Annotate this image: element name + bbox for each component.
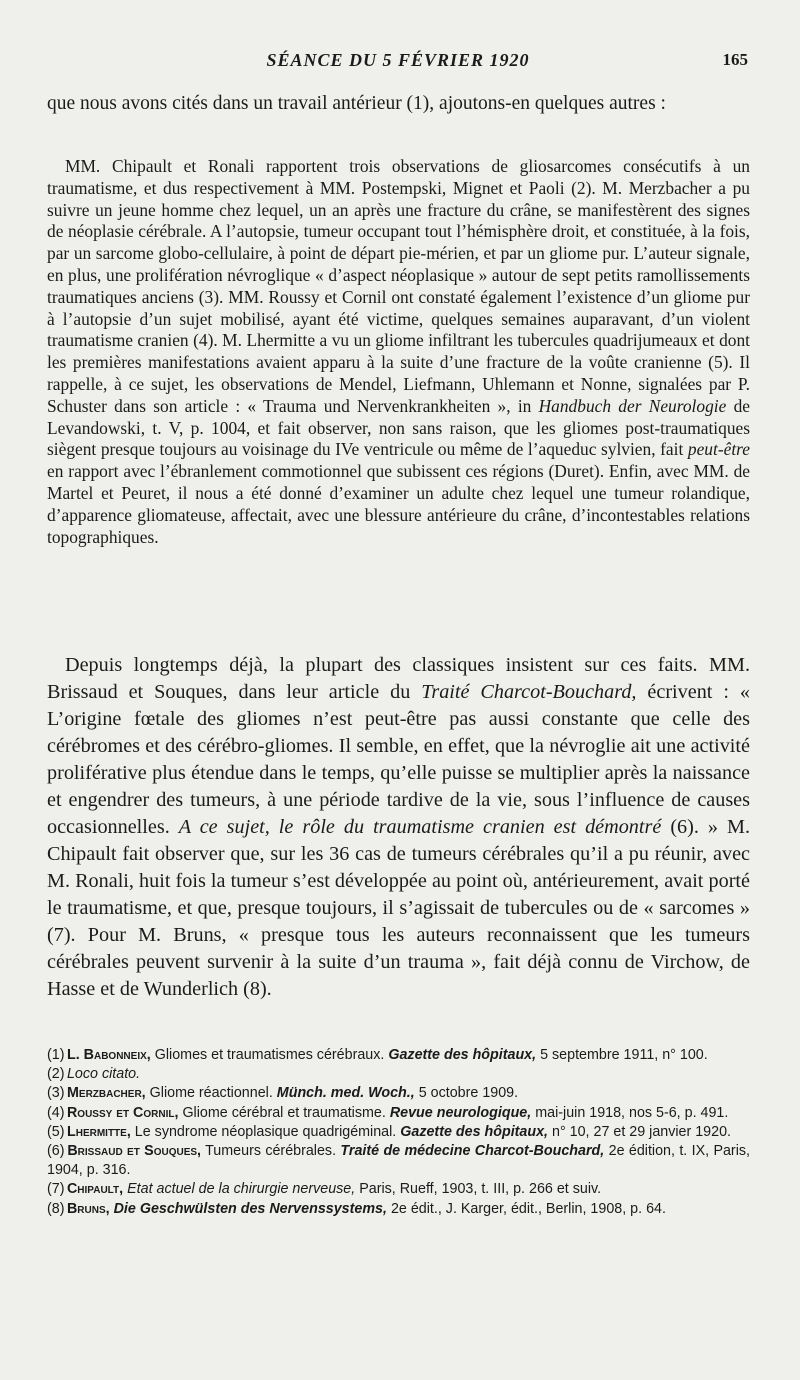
footnote-author: Lhermitte, [66, 1123, 131, 1140]
footnote-number: (8) [47, 1200, 65, 1217]
footnote [47, 1142, 750, 1180]
footnote-rest: 5 septembre 1911, n° 100. [540, 1047, 708, 1063]
footnote [47, 1123, 750, 1142]
footnote-rest: 2e édition, t. IX, Paris, 1904, p. 316. [47, 1143, 750, 1179]
footnote-source: Revue neurologique, [389, 1104, 532, 1121]
footnote-source: Traité de médecine Charcot-Bouchard, [340, 1143, 605, 1160]
footnote-rest: 2e édit., J. Karger, édit., Berlin, 1908, p. 64. [390, 1200, 666, 1217]
case-paragraph [47, 156, 750, 548]
footnote-rest: 5 octobre 1909. [418, 1085, 519, 1102]
footnote-source: Etat actuel de la chirurgie nerveuse, [127, 1181, 356, 1198]
footnote-rest: Paris, Rueff, 1903, t. III, p. 266 et suiv. [359, 1181, 602, 1198]
footnote-author: Merzbacher, [66, 1085, 146, 1102]
case-text-a: MM. Chipault et Ronali rapportent trois observations de gliosarcomes consécutifs à un traumatisme, et dus respectivement à MM. Postempski, Mignet et Paoli (2). M. Merzbacher a pu suivre un jeune homme chez lequel, un an après une fracture du crâne, se manifestèrent des signes de néoplasie cérébrale. A l’autopsie, tumeur occupant tout l’hémisphère droit, et constituée, à la fois, par un sarcome globo-cellulaire, à point de départ pie-mérien, et par un gliome pur. L’auteur signale, en plus, une prolifération névroglique « d’aspect néoplasique » autour de sept petits ramollissements traumatiques anciens (3). MM. Roussy et Cornil ont constaté également l’existence d’un gliome pur à l’autopsie d’un sujet mobilisé, ayant été victime, quelques semaines auparavant, d’un violent traumatisme cranien (4). M. Lhermitte a vu un gliome infiltrant les tubercules quadrijumeaux et dont les premières manifestations avaient apparu à la suite d’une fracture de la voûte cranienne (5). Il rappelle, à ce sujet, les observations de Mendel, Liefmann, Uhlemann et Nonne, signalées par P. Schuster dans son article : « Trauma und Nervenkrankheiten », in [47, 156, 750, 416]
footnote-number: (4) [47, 1104, 65, 1121]
footnote [47, 1046, 750, 1065]
footnotes [47, 1046, 750, 1219]
case-book-title: Handbuch der Neurologie [538, 395, 727, 416]
case-text-c: en rapport avec l’ébranlement commotionnel que subissent ces régions (Duret). Enfin, avec MM. de Martel et Peuret, il nous a été donné d’examiner un adulte chez lequel une tumeur rolandique, d’apparence gliomateuse, affectait, avec une blessure antérieure du crâne, d’incontestables relations topographiques. [47, 461, 750, 547]
footnote-text: Gliome cérébral et traumatisme. [182, 1104, 386, 1121]
footnote-source: Münch. med. Woch., [276, 1085, 415, 1102]
footnote-text: Gliome réactionnel. [149, 1085, 273, 1102]
case-text-b: de Levandowski, t. V, p. 1004, et fait observer, non sans raison, que les gliomes post-traumatiques siègent presque toujours au voisinage du IVe ventricule ou même de l’aqueduc sylvien, fait [47, 395, 750, 460]
footnote-rest: mai-juin 1918, nos 5-6, p. 491. [535, 1104, 729, 1121]
footnote-number: (1) [47, 1047, 65, 1063]
footnote-number: (5) [47, 1123, 65, 1140]
page-number: 165 [722, 50, 748, 69]
footnote-text: Le syndrome néoplasique quadrigéminal. [134, 1123, 397, 1140]
footnote-text: Gliomes et traumatismes cérébraux. [154, 1047, 385, 1063]
classics-text-c: (6). » M. Chipault fait observer que, sur les 36 cas de tumeurs cérébrales qu’il a pu réunir, avec M. Ronali, huit fois la tumeur s’est développée au point où, antérieurement, avait porté le traumatisme, et que, presque toujours, il s’agissait de tubercules ou de « sarcomes » (7). Pour M. Bruns, « presque tous les auteurs reconnaissent que les tumeurs cérébrales peuvent survenir à la suite d’un trauma », fait déjà connu de Virchow, de Hasse et de Wunderlich (8). [47, 816, 750, 1000]
footnote-author: L. Babonneix, [66, 1047, 151, 1063]
running-header [48, 50, 748, 78]
footnote-number: (2) [47, 1066, 65, 1083]
classics-italic-quote: A ce sujet, le rôle du traumatisme cranien est démontré [178, 816, 662, 838]
footnote [47, 1084, 750, 1103]
footnote-author: Roussy et Cornil, [66, 1104, 179, 1121]
classics-text-b: écrivent : « L’origine fœtale des gliomes n’est peut-être pas aussi constante que celle des cérébromes et des cérébro-gliomes. Il semble, en effet, que la névroglie ait une activité proliférative plus étendue dans le temps, qu’elle puisse se multiplier après la naissance et engendrer des tumeurs, à une période tardive de la vie, sous l’influence de causes occasionnelles. [47, 681, 750, 838]
footnote-number: (3) [47, 1085, 65, 1102]
case-peut-etre: peut-être [687, 439, 750, 460]
intro-text: que nous avons cités dans un travail antérieur (1), ajoutons-en quelques autres : [47, 93, 666, 114]
classics-traite-title: Traité Charcot-Bouchard, [421, 681, 637, 703]
classics-paragraph [47, 652, 750, 1003]
footnote-author: Bruns, [66, 1200, 110, 1217]
footnote [47, 1180, 750, 1199]
footnote [47, 1065, 750, 1084]
footnote-source: Gazette des hôpitaux, [400, 1123, 549, 1140]
footnote-rest: n° 10, 27 et 29 janvier 1920. [552, 1123, 732, 1140]
footnote-source: Loco citato. [66, 1066, 141, 1083]
footnote [47, 1104, 750, 1123]
header-title: SÉANCE DU 5 FÉVRIER 1920 [266, 50, 530, 70]
footnote-author: Chipault, [66, 1181, 124, 1198]
footnote-text: Tumeurs cérébrales. [205, 1143, 337, 1160]
footnote-source: Gazette des hôpitaux, [388, 1047, 537, 1063]
intro-paragraph [47, 91, 750, 116]
footnote-number: (7) [47, 1181, 65, 1198]
footnote-source: Die Geschwülsten des Nervenssystems, [113, 1200, 387, 1217]
classics-text-a: Depuis longtemps déjà, la plupart des classiques insistent sur ces faits. MM. Brissaud et Souques, dans leur article du [47, 654, 750, 703]
footnote [47, 1200, 750, 1219]
footnote-number: (6) [47, 1143, 65, 1160]
footnote-author: Brissaud et Souques, [67, 1143, 202, 1160]
